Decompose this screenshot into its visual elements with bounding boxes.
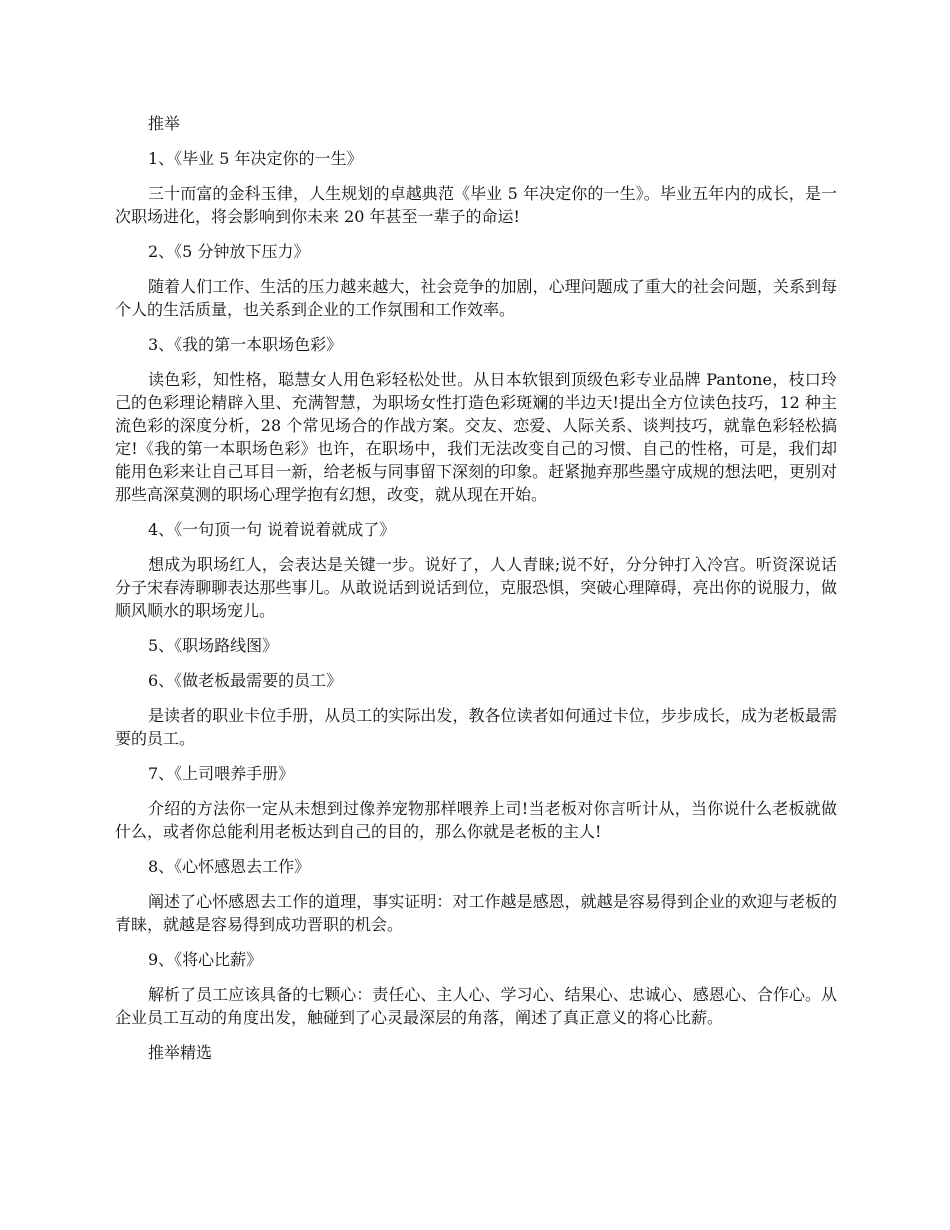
item-title-5: 5、《职场路线图》 — [148, 636, 279, 655]
item-title-7: 7、《上司喂养手册》 — [148, 764, 295, 783]
document-body — [115, 112, 837, 1076]
item-title-6: 6、《做老板最需要的员工》 — [148, 671, 343, 690]
item-title-9: 9、《将心比薪》 — [148, 950, 263, 969]
item-title-2: 2、《5 分钟放下压力》 — [148, 242, 310, 261]
item-title-8: 8、《心怀感恩去工作》 — [148, 857, 311, 876]
item-title-4: 4、《一句顶一句 说着说着就成了》 — [148, 520, 396, 539]
item-title-3: 3、《我的第一本职场色彩》 — [148, 335, 343, 354]
item-desc-1: 三十而富的金科玉律，人生规划的卓越典范《毕业 5 年决定你的一生》。毕业五年内的成长，是一次职场进化，将会影响到你未来 20 年甚至一辈子的命运! — [115, 184, 837, 226]
item-desc-6: 是读者的职业卡位手册，从员工的实际出发，教各位读者如何通过卡位，步步成长，成为老板最需要的员工。 — [115, 706, 837, 748]
item-desc-7: 介绍的方法你一定从未想到过像养宠物那样喂养上司!当老板对你言听计从，当你说什么老板就做什么，或者你总能利用老板达到自己的目的，那么你就是老板的主人! — [115, 799, 837, 841]
item-desc-4: 想成为职场红人，会表达是关键一步。说好了，人人青睐;说不好，分分钟打入冷宫。听资深说话分子宋春涛聊聊表达那些事儿。从敢说话到说话到位，克服恐惧，突破心理障碍，亮出你的说服力，做顺风顺水的职场宠儿。 — [115, 555, 837, 620]
section-heading-top: 推举 — [148, 114, 181, 133]
item-title-1: 1、《毕业 5 年决定你的一生》 — [148, 149, 363, 168]
item-desc-3: 读色彩，知性格，聪慧女人用色彩轻松处世。从日本软银到顶级色彩专业品牌 Pantone，枝口玲己的色彩理论精辟入里、充满智慧，为职场女性打造色彩斑斓的半边天!提出全方位读色技巧，12 种主流色彩的深度分析，28 个常见场合的作战方案。交友、恋爱、人际关系、谈判技巧，就靠色彩轻松搞定!《我的第一本职场色彩》也许，在职场中，我们无法改变自己的习惯、自己的性格，可是，我们却能用色彩来让自己耳目一新，给老板与同事留下深刻的印象。赶紧抛弃那些墨守成规的想法吧，更别对那些高深莫测的职场心理学抱有幻想，改变，就从现在开始。 — [115, 370, 837, 504]
item-desc-2: 随着人们工作、生活的压力越来越大，社会竞争的加剧，心理问题成了重大的社会问题，关系到每个人的生活质量，也关系到企业的工作氛围和工作效率。 — [115, 277, 837, 319]
item-desc-9: 解析了员工应该具备的七颗心：责任心、主人心、学习心、结果心、忠诚心、感恩心、合作心。从企业员工互动的角度出发，触碰到了心灵最深层的角落，阐述了真正意义的将心比薪。 — [115, 985, 837, 1027]
item-desc-8: 阐述了心怀感恩去工作的道理，事实证明：对工作越是感恩，就越是容易得到企业的欢迎与老板的青睐，就越是容易得到成功晋职的机会。 — [115, 892, 837, 934]
section-heading-bottom: 推举精选 — [148, 1043, 213, 1062]
